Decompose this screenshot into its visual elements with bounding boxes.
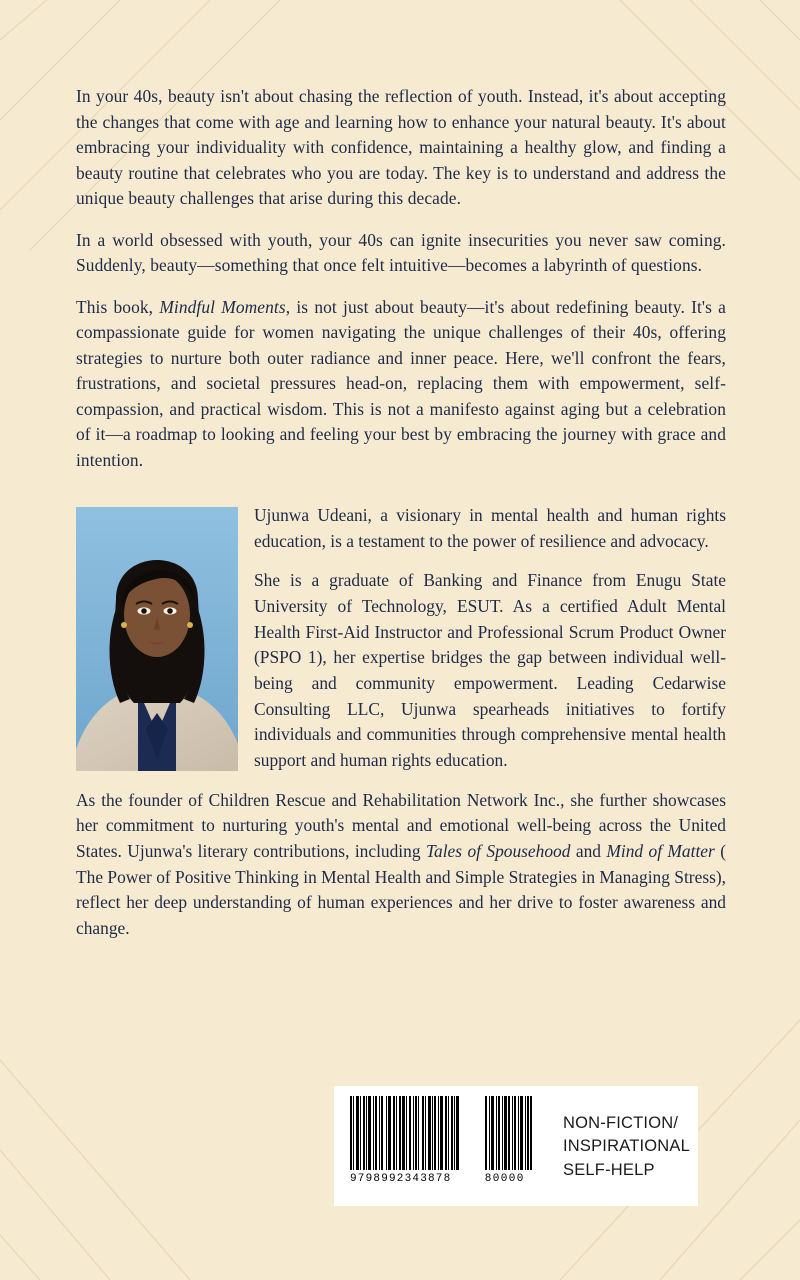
barcode-panel [334,1086,698,1206]
author-p3-part1: As the founder of Children Rescue and Rehabilitation Network Inc., she further showcases her commitment to nurturing youth's mental and emotional well-being across the United States. Ujunwa's literary contributions, including [76,789,726,862]
isbn-bars [350,1096,479,1170]
blurb-paragraph-1: In your 40s, beauty isn't about chasing the reflection of youth. Instead, it's about accepting the changes that come with age and learning how to enhance your natural beauty. It's about embracing your individuality with confidence, maintaining a healthy glow, and finding a beauty routine that celebrates who you are today. The key is to understand and address the unique beauty challenges that arise during this decade. [76,86,726,208]
book-description-lead: This book, [76,296,160,317]
author-paragraph-2: She is a graduate of Banking and Finance from Enugu State University of Technology, ESUT. As a certified Adult Mental Health First-Aid Instructor and Professional Scrum Product Owner (PSPO 1), her expertise bridges the gap between individual well-being and community empowerment. Leading Cedarwise Consulting LLC, Ujunwa spearheads initiatives to fortify individuals and communities through comprehensive mental health support and human rights education. [254,570,726,771]
work-title-tales-of-spousehood: Tales of Spousehood [425,841,571,862]
author-portrait-photo [76,507,238,771]
price-addon-barcode [479,1086,553,1206]
genre-line-2: INSPIRATIONAL [563,1137,690,1156]
author-p3-part2: and [570,841,607,862]
author-p3-part3: ( The Power of Positive Thinking in Mental Health and Simple Strategies in Managing Stress), reflect her deep understanding of human experiences and her drive to foster awareness and change. [76,841,726,939]
author-bio-section [76,503,726,942]
genre-line-1: NON-FICTION/ [563,1114,679,1132]
book-description-paragraph [76,295,726,474]
genre-line-3: SELF-HELP [563,1160,655,1179]
isbn-barcode [334,1086,479,1206]
author-paragraph-1: Ujunwa Udeani, a visionary in mental health and human rights education, is a testament to the power of resilience and advocacy. [254,505,726,551]
addon-number: 80000 [484,1173,525,1185]
book-description-rest: , is not just about beauty—it's about redefining beauty. It's a compassionate guide for women navigating the unique challenges of their 40s, offering strategies to nurture both outer radiance and inner peace. Here, we'll confront the fears, frustrations, and societal pressures head-on, replacing them with empowerment, self-compassion, and practical wisdom. This is not a manifesto against aging but a celebration of it—a roadmap to looking and feeling your best by embracing the journey with grace and intention. [76,296,726,470]
blurb-block [76,84,726,473]
work-title-mind-of-matter: Mind of Matter [606,841,715,862]
addon-bars [485,1096,553,1170]
isbn-number: 9798992343878 [350,1173,452,1185]
back-cover-content [76,84,726,956]
genre-label [553,1086,698,1206]
author-closing-block [76,788,726,942]
book-title-italic: Mindful Moments [159,296,286,317]
blurb-paragraph-2: In a world obsessed with youth, your 40s can ignite insecurities you never saw coming. Suddenly, beauty—something that once felt intuitive—becomes a labyrinth of questions. [76,229,726,275]
author-paragraph-3 [76,788,726,942]
